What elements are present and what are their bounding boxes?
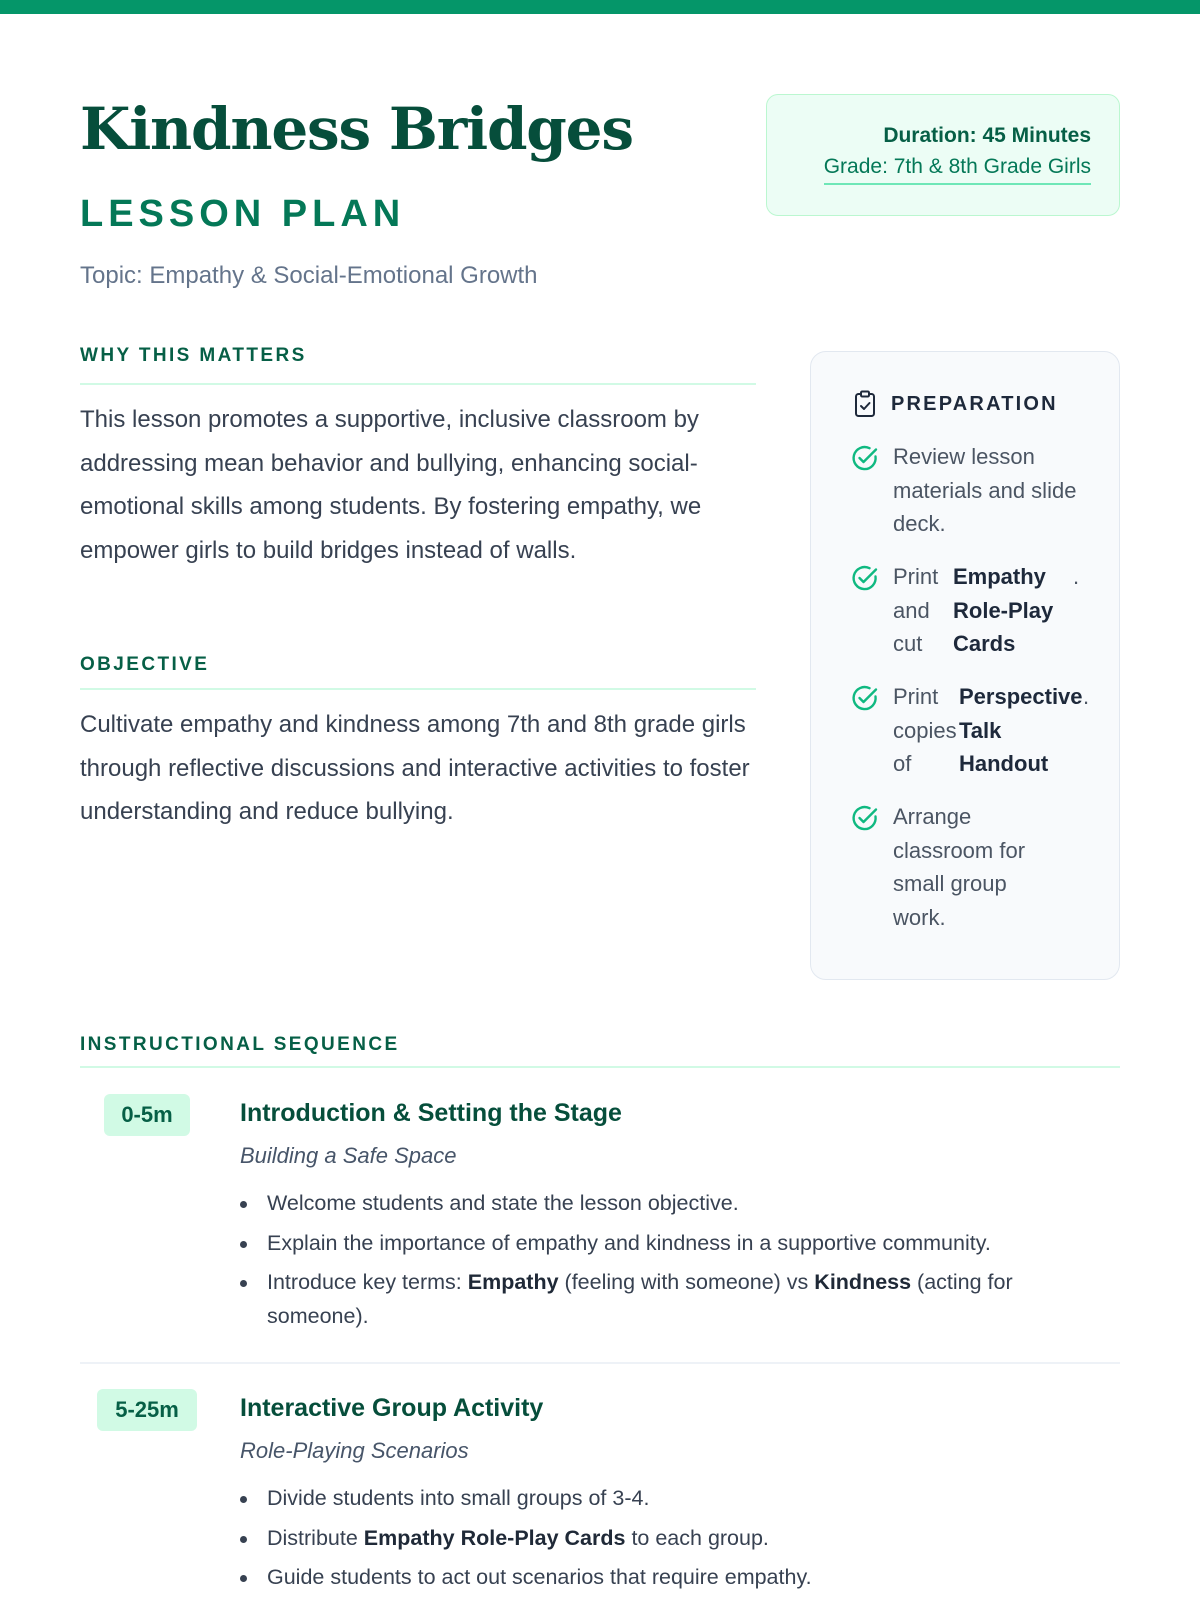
duration-label: Duration: 45 Minutes	[883, 124, 1091, 147]
step-title: Introduction & Setting the Stage	[240, 1099, 622, 1127]
prep-item-text: Arrange classroom for small group work.	[893, 804, 1026, 930]
top-accent-bar	[0, 0, 1200, 14]
prep-material-word: Empathy	[953, 564, 1046, 589]
prep-word: Print	[893, 684, 939, 709]
time-badge: 5-25m	[97, 1389, 197, 1431]
objective-heading: OBJECTIVE	[80, 654, 210, 675]
list-item: Divide students into small groups of 3-4.	[240, 1482, 1100, 1516]
time-badge: 0-5m	[104, 1094, 190, 1136]
prep-word: of	[893, 751, 912, 776]
check-circle-icon	[851, 564, 879, 592]
sequence-divider	[80, 1066, 1120, 1068]
key-term: Empathy	[467, 1270, 559, 1294]
preparation-title: PREPARATION	[891, 392, 1058, 415]
check-circle-icon	[851, 804, 879, 832]
prep-period: .	[1073, 564, 1080, 589]
list-item: Welcome students and state the lesson objective.	[240, 1187, 1100, 1221]
grade-label: Grade: 7th & 8th Grade Girls	[824, 152, 1091, 184]
list-item: Introduce key terms: Empathy (feeling with someone) vs Kindness (acting for someone).	[240, 1266, 1100, 1333]
step-title: Interactive Group Activity	[240, 1394, 544, 1422]
preparation-header	[853, 390, 1058, 418]
prep-material-word: Talk	[959, 717, 1002, 743]
prep-material-word: Perspective	[959, 684, 1083, 709]
prep-word: and	[893, 597, 930, 623]
list-item: Explain the importance of empathy and kindness in a supportive community.	[240, 1227, 1100, 1261]
key-term: Kindness	[814, 1270, 912, 1294]
prep-word: Print	[893, 564, 939, 589]
step-subtitle: Role-Playing Scenarios	[240, 1438, 469, 1463]
key-term: Empathy Role-Play Cards	[363, 1525, 626, 1550]
page-subtitle: LESSON PLAN	[80, 193, 406, 235]
step-subtitle: Building a Safe Space	[240, 1143, 457, 1168]
sequence-heading: INSTRUCTIONAL SEQUENCE	[80, 1034, 400, 1055]
why-heading: WHY THIS MATTERS	[80, 345, 307, 366]
why-text: This lesson promotes a supportive, inclusive classroom by addressing mean behavior and bullying, enhancing social-emotional skills among students. By fostering empathy, we empower girls to build bridges instead of walls.	[80, 406, 702, 564]
prep-material-word: Cards	[953, 631, 1016, 656]
check-circle-icon	[851, 444, 879, 472]
prep-item-text: Review lesson materials and slide deck.	[893, 444, 1077, 536]
step-bullet-list	[240, 1482, 1100, 1600]
list-item: Guide students to act out scenarios that require empathy.	[240, 1561, 1100, 1595]
prep-word: copies	[893, 717, 957, 743]
prep-word: cut	[893, 631, 923, 656]
check-circle-icon	[851, 684, 879, 712]
clipboard-icon	[853, 390, 877, 418]
lesson-topic: Topic: Empathy & Social-Emotional Growth	[80, 262, 538, 289]
list-item: Distribute Empathy Role-Play Cards to each group.	[240, 1522, 1100, 1556]
lesson-meta-box	[766, 94, 1120, 216]
prep-period: .	[1083, 684, 1090, 709]
prep-material-word: Role-Play	[953, 597, 1054, 623]
step-bullet-list	[240, 1187, 1100, 1339]
objective-divider	[80, 688, 756, 690]
prep-material-word: Handout	[959, 751, 1049, 776]
why-divider	[80, 383, 756, 385]
step-divider	[80, 1362, 1120, 1364]
page-title: Kindness Bridges	[80, 95, 633, 163]
preparation-card	[810, 351, 1120, 980]
objective-text: Cultivate empathy and kindness among 7th and 8th grade girls through reflective discussions and interactive activities to foster understanding and reduce bullying.	[80, 711, 750, 825]
